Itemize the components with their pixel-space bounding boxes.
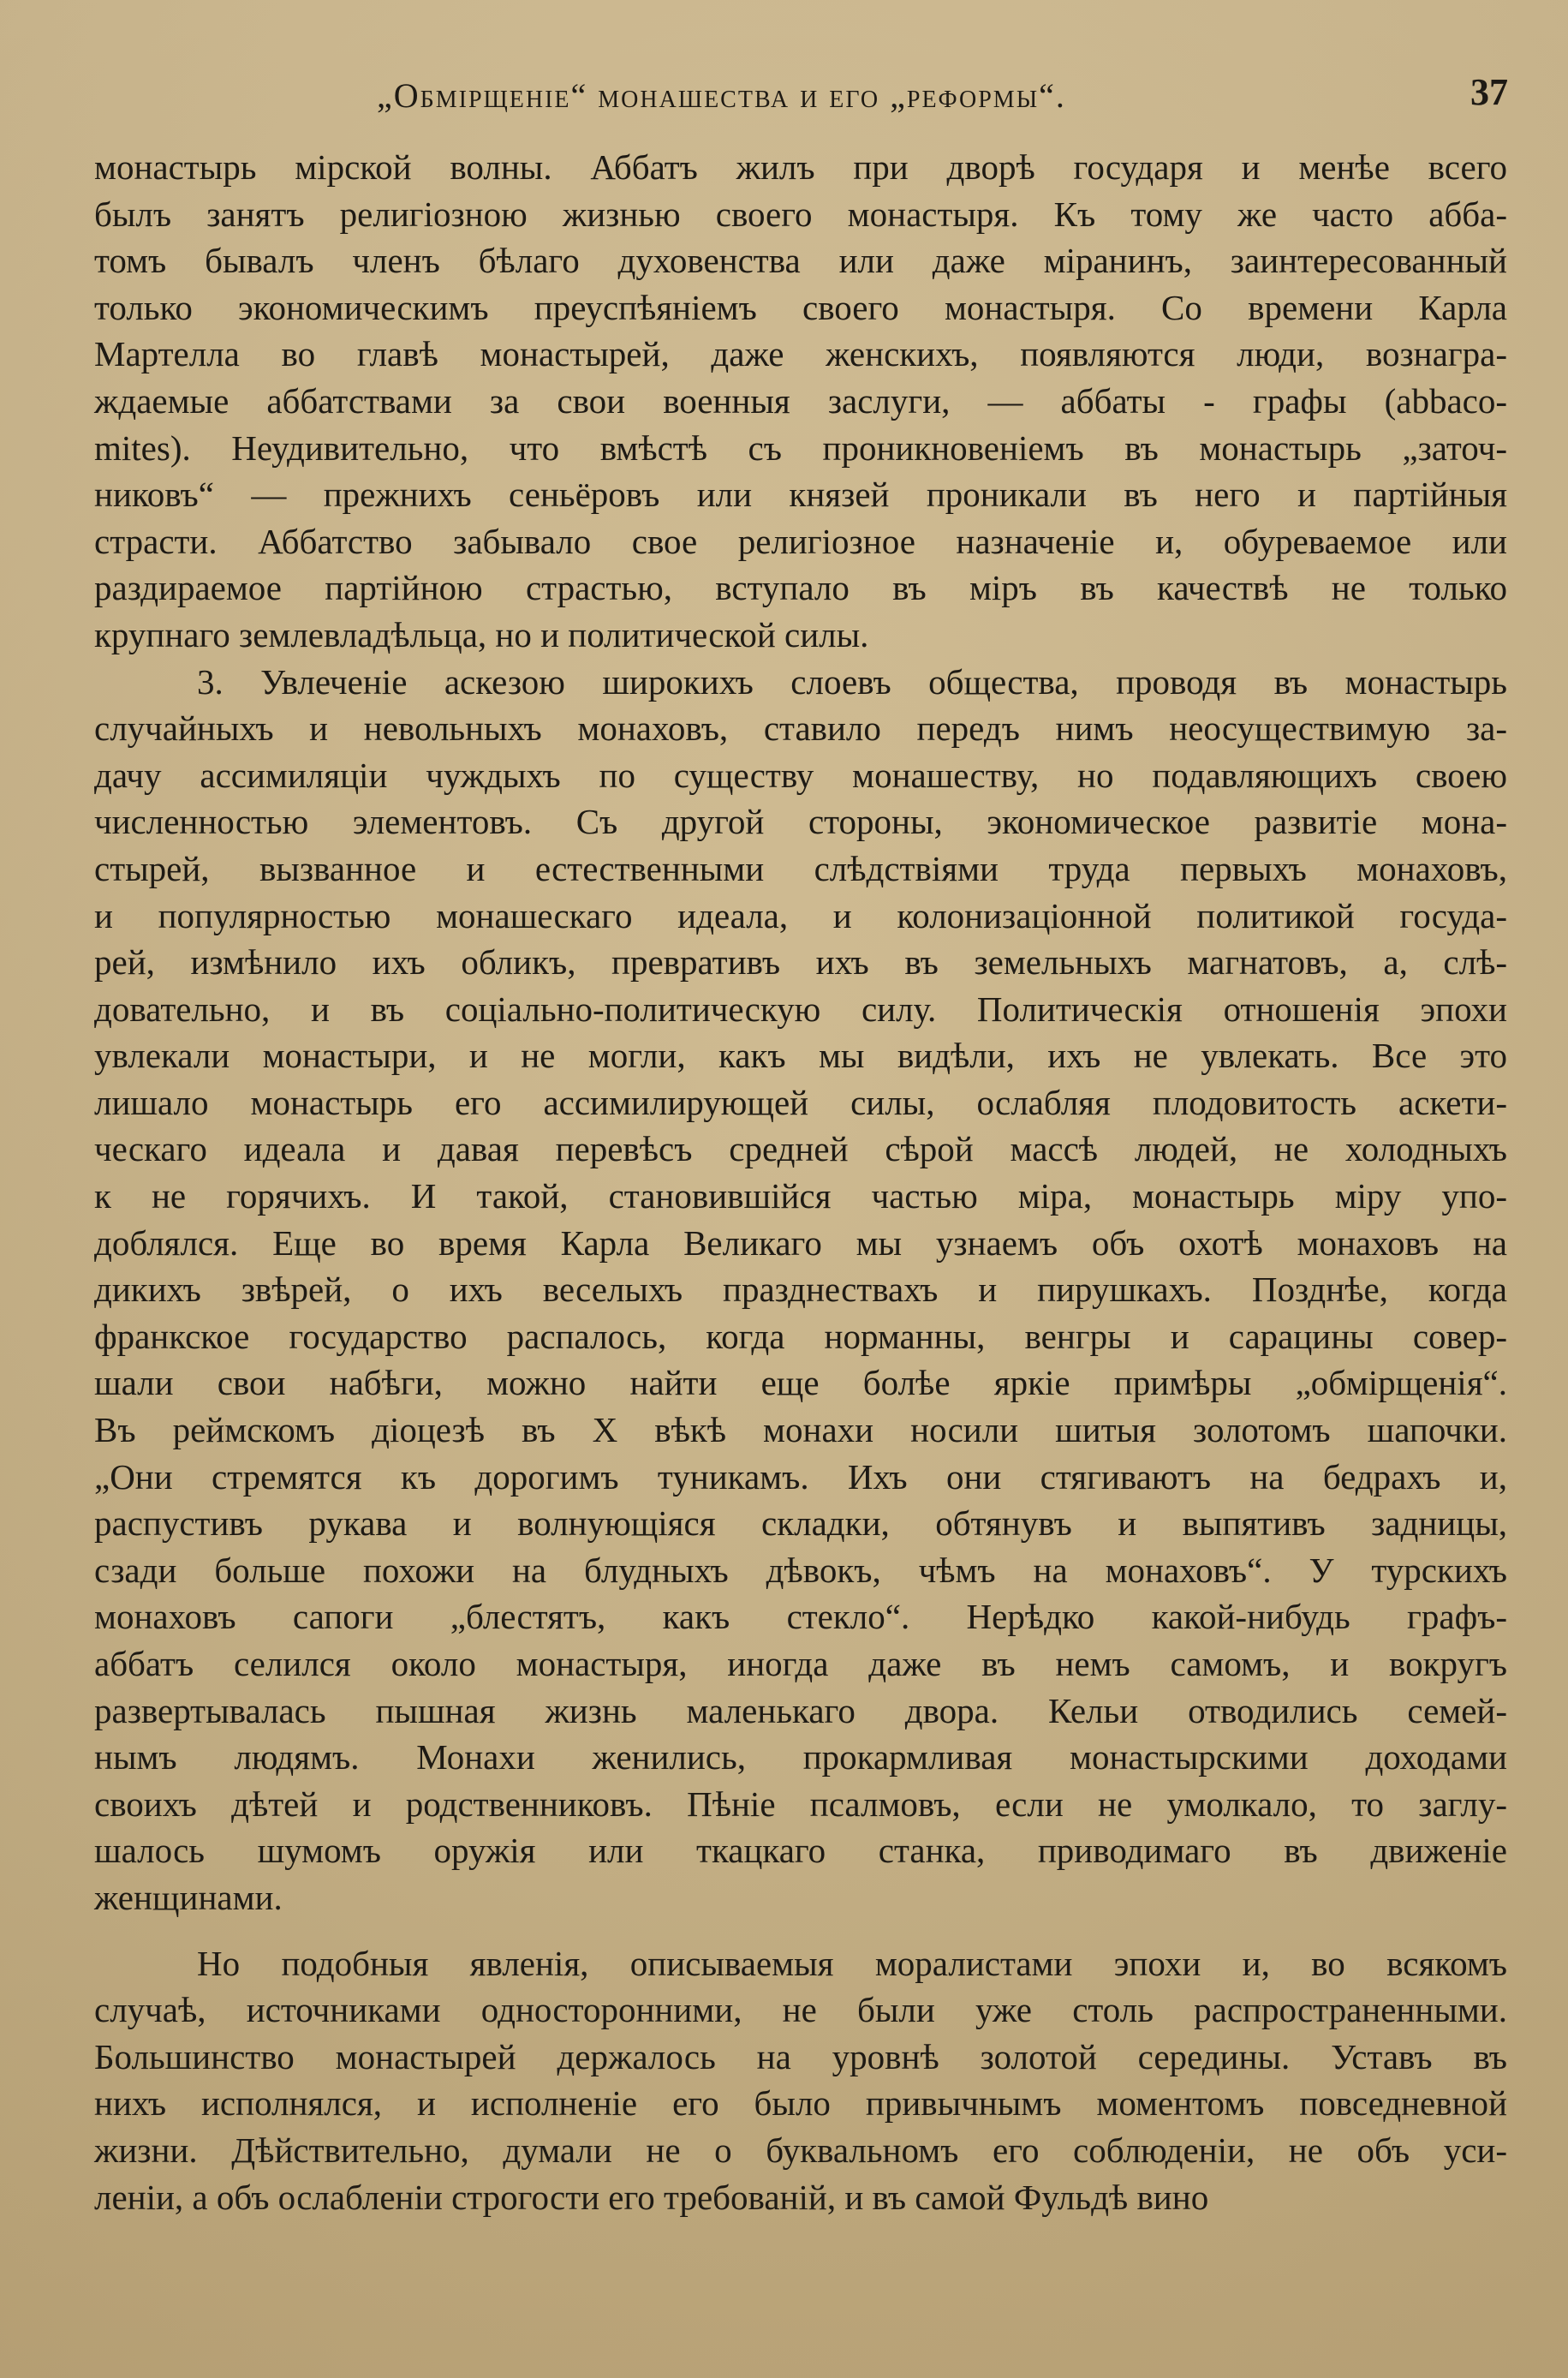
text-line: Въ реймскомъ діоцезѣ въ X вѣкѣ монахи носили шитыя золотомъ шапочки. (94, 1410, 1507, 1450)
text-line: Мартелла во главѣ монастырей, даже женскихъ, появляются люди, вознагра- (94, 334, 1507, 374)
text-line: численностью элементовъ. Съ другой стороны, экономическое развитіе мона- (94, 802, 1507, 842)
text-line: крупнаго землевладѣльца, но и политической силы. (94, 614, 869, 654)
running-title: „Обмірщеніе“ монашества и его „реформы“. (377, 76, 1066, 115)
text-line: нихъ исполнялся, и исполненіе его было привычнымъ моментомъ повседневной (94, 2083, 1507, 2124)
text-line: женщинами. (94, 1877, 283, 1917)
text-line: стырей, вызванное и естественными слѣдствіями труда первыхъ монаховъ, (94, 848, 1507, 888)
text-line: дикихъ звѣрей, о ихъ веселыхъ празднествахъ и пирушкахъ. Позднѣе, когда (94, 1270, 1507, 1310)
page-header (0, 71, 1568, 127)
text-line: леніи, а объ ослабленіи строгости его требованій, и въ самой Фульдѣ вино (94, 2177, 1209, 2217)
text-line: 3. Увлеченіе аскезою широкихъ слоевъ общества, проводя въ монастырь (197, 661, 1507, 702)
text-line: шали свои набѣги, можно найти еще болѣе яркіе примѣры „обмірщенія“. (94, 1363, 1507, 1403)
text-line: рей, измѣнило ихъ обликъ, превративъ ихъ въ земельныхъ магнатовъ, а, слѣ- (94, 942, 1507, 983)
text-line: своихъ дѣтей и родственниковъ. Пѣніе псалмовъ, если не умолкало, то заглу- (94, 1784, 1507, 1824)
text-line: раздираемое партійною страстью, вступало въ міръ въ качествѣ не только (94, 568, 1507, 608)
text-line: дачу ассимиляціи чуждыхъ по существу монашеству, но подавляющихъ своею (94, 755, 1507, 795)
text-line: никовъ“ — прежнихъ сеньёровъ или князей проникали въ него и партійныя (94, 475, 1507, 515)
text-line: жизни. Дѣйствительно, думали не о буквальномъ его соблюденіи, не объ уси- (94, 2130, 1507, 2170)
text-line: лишало монастырь его ассимилирующей силы, ослабляя плодовитость аскети- (94, 1082, 1507, 1122)
text-line: к не горячихъ. И такой, становившійся частью міра, монастырь міру упо- (94, 1176, 1507, 1216)
paragraph (94, 144, 1507, 659)
text-line: нымъ людямъ. Монахи женились, прокармливая монастырскими доходами (94, 1737, 1507, 1778)
text-line: былъ занятъ религіозною жизнью своего монастыря. Къ тому же часто абба- (94, 194, 1507, 234)
text-line: монаховъ сапоги „блестятъ, какъ стекло“. Нерѣдко какой-нибудь графъ- (94, 1597, 1507, 1637)
text-line: довательно, и въ соціально-политическую силу. Политическія отношенія эпохи (94, 989, 1507, 1029)
paragraph (94, 659, 1507, 1921)
text-line: Большинство монастырей держалось на уровнѣ золотой середины. Уставъ въ (94, 2036, 1507, 2076)
text-line: только экономическимъ преуспѣяніемъ своего монастыря. Со времени Карла (94, 287, 1507, 327)
text-line: ческаго идеала и давая перевѣсъ средней сѣрой массѣ людей, не холодныхъ (94, 1129, 1507, 1169)
text-line: шалось шумомъ оружія или ткацкаго станка, приводимаго въ движеніе (94, 1831, 1507, 1871)
text-line: увлекали монастыри, и не могли, какъ мы видѣли, ихъ не увлекать. Все это (94, 1036, 1507, 1076)
text-line: монастырь мірской волны. Аббатъ жилъ при дворѣ государя и менѣе всего (94, 147, 1507, 187)
text-line: страсти. Аббатство забывало свое религіозное назначеніе и, обуреваемое или (94, 521, 1507, 561)
text-line: и популярностью монашескаго идеала, и колонизаціонной политикой госуда- (94, 895, 1507, 935)
text-line: развертывалась пышная жизнь маленькаго двора. Кельи отводились семей- (94, 1690, 1507, 1730)
paragraph (94, 1940, 1507, 2221)
text-line: сзади больше похожи на блудныхъ дѣвокъ, чѣмъ на монаховъ“. У турскихъ (94, 1550, 1507, 1590)
text-line: Но подобныя явленія, описываемыя моралистами эпохи и, во всякомъ (197, 1943, 1507, 1983)
text-line: томъ бывалъ членъ бѣлаго духовенства или даже міранинъ, заинтересованный (94, 241, 1507, 281)
text-line: аббатъ селился около монастыря, иногда даже въ немъ самомъ, и вокругъ (94, 1644, 1507, 1683)
text-line: ждаемые аббатствами за свои военныя заслуги, — аббаты - графы (abbaco- (94, 380, 1507, 421)
text-line: „Они стремятся къ дорогимъ туникамъ. Ихъ они стягиваютъ на бедрахъ и, (94, 1456, 1507, 1497)
body-text (94, 144, 1507, 2220)
text-line: доблялся. Еще во время Карла Великаго мы узнаемъ объ охотѣ монаховъ на (94, 1222, 1507, 1263)
text-line: распустивъ рукава и волнующіяся складки, обтянувъ и выпятивъ задницы, (94, 1503, 1507, 1544)
text-line: mites). Неудивительно, что вмѣстѣ съ проникновеніемъ въ монастырь „заточ- (94, 427, 1507, 468)
text-line: случайныхъ и невольныхъ монаховъ, ставило передъ нимъ неосуществимую за- (94, 708, 1507, 749)
text-line: случаѣ, источниками односторонними, не были уже столь распространенными. (94, 1990, 1507, 2030)
page-number: 37 (1470, 71, 1508, 113)
paragraph-gap (94, 1921, 1507, 1940)
text-line: франкское государство распалось, когда норманны, венгры и сарацины совер- (94, 1316, 1507, 1356)
